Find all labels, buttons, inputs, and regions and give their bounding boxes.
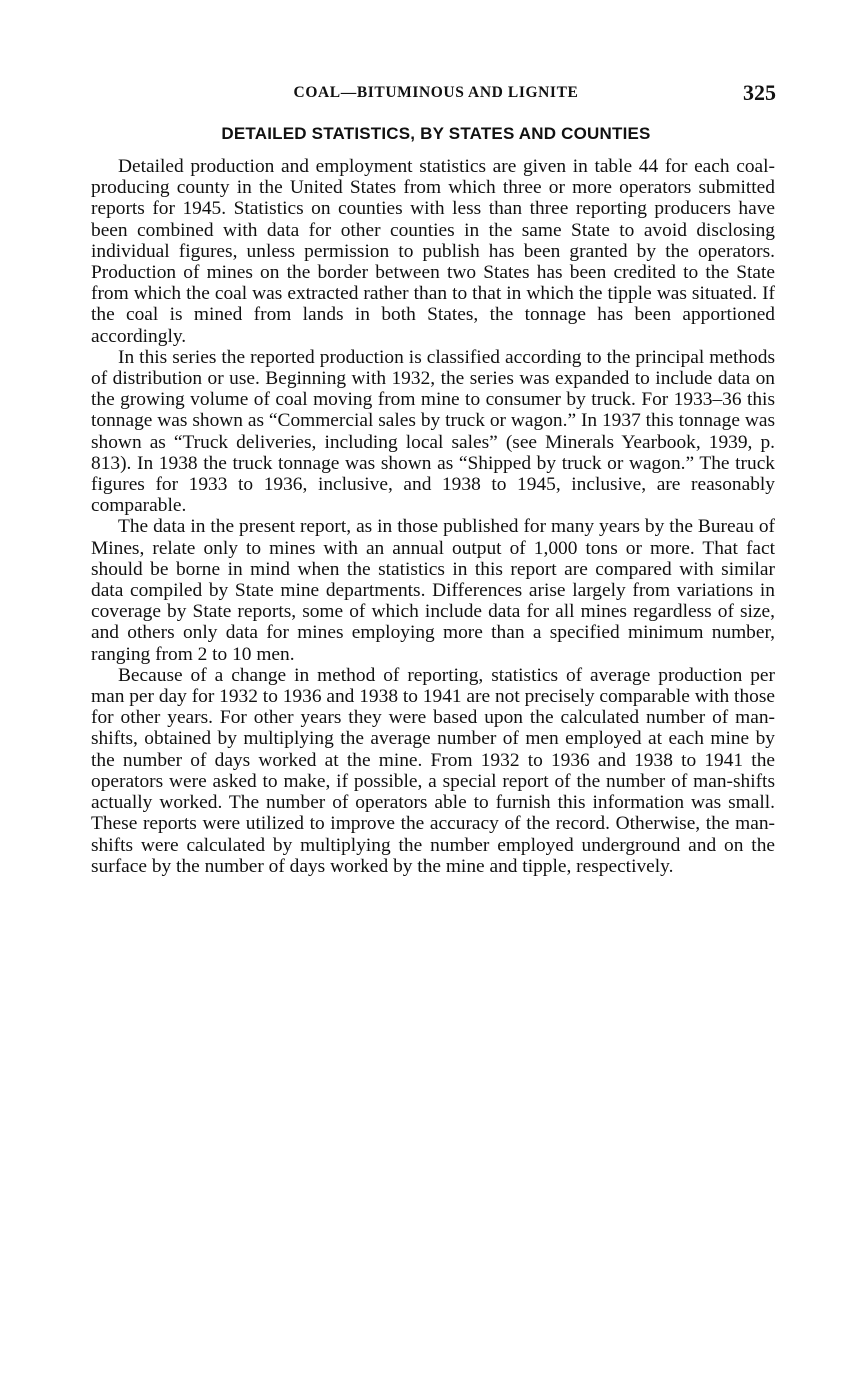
- paragraph: Detailed production and employment statistics are given in table 44 for each coal-producing county in the United States from which three or more operators submitted reports for 1945. Statistics on counties with less than three reporting producers have been combined with data for other counties in the same State to avoid disclosing individual figures, unless permission to publish has been granted by the operators. Production of mines on the border between two States has been credited to the State from which the coal was extracted rather than to that in which the tipple was situated. If the coal is mined from lands in both States, the tonnage has been apportioned accordingly.: [91, 156, 775, 347]
- paragraph: Because of a change in method of reporting, statistics of average production per man per day for 1932 to 1936 and 1938 to 1941 are not precisely comparable with those for other years. For other years they were based upon the calculated number of man-shifts, obtained by multiplying the average number of men employed at each mine by the number of days worked at the mine. From 1932 to 1936 and 1938 to 1941 the operators were asked to make, if possible, a special report of the number of man-shifts actually worked. The number of operators able to furnish this information was small. These reports were utilized to improve the accuracy of the record. Otherwise, the man-shifts were calculated by multiplying the number employed underground and on the surface by the number of days worked by the mine and tipple, respectively.: [91, 664, 775, 877]
- paragraph: In this series the reported production is classified according to the principal methods of distribution or use. Beginning with 1932, the series was expanded to include data on the growing volume of coal moving from mine to consumer by truck. For 1933–36 this tonnage was shown as “Commercial sales by truck or wagon.” In 1937 this tonnage was shown as “Truck deliveries, including local sales” (see Minerals Yearbook, 1939, p. 813). In 1938 the truck tonnage was shown as “Shipped by truck or wagon.” The truck figures for 1933 to 1936, inclusive, and 1938 to 1945, inclusive, are reasonably comparable.: [91, 346, 775, 517]
- page-number: 325: [743, 80, 776, 105]
- paragraph: The data in the present report, as in those published for many years by the Bureau of Mines, relate only to mines with an annual output of 1,000 tons or more. That fact should be borne in mind when the statistics in this report are compared with similar data compiled by State mine departments. Differences arise largely from variations in coverage by State reports, some of which include data for all mines regardless of size, and others only data for mines employing more than a specified minimum number, ranging from 2 to 10 men.: [91, 516, 775, 665]
- section-heading: DETAILED STATISTICS, BY STATES AND COUNTIES: [221, 124, 651, 143]
- running-title: COAL—BITUMINOUS AND LIGNITE: [293, 84, 579, 101]
- running-head: [96, 80, 776, 112]
- body-text: [91, 156, 775, 877]
